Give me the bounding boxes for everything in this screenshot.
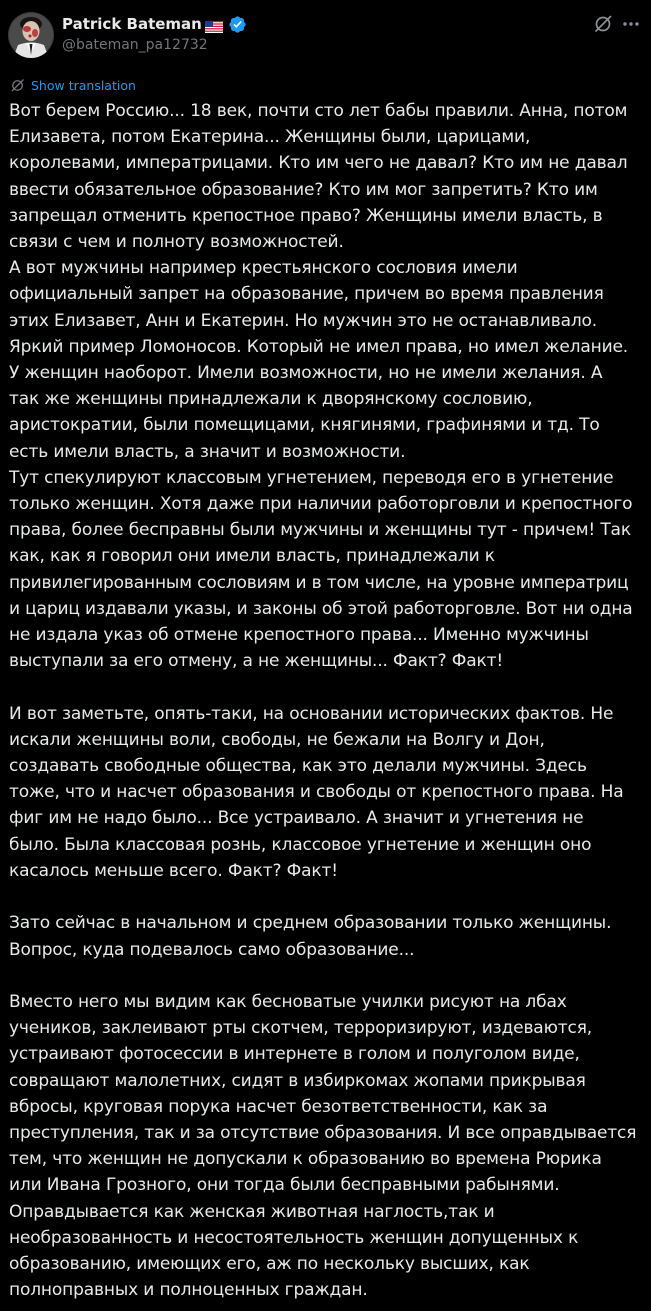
- more-horizontal-icon[interactable]: [621, 14, 641, 34]
- translation-row: [10, 76, 136, 94]
- us-flag-icon: [205, 18, 223, 30]
- name-row: [62, 13, 247, 35]
- avatar[interactable]: [8, 12, 54, 58]
- verified-badge-icon[interactable]: [228, 15, 247, 34]
- show-translation-link[interactable]: Show translation: [31, 77, 136, 93]
- translate-icon: [10, 78, 25, 93]
- author-handle[interactable]: @bateman_pa12732: [62, 37, 208, 53]
- post-text: Вот берем Россию... 18 век, почти сто лет бабы правили. Анна, потом Елизавета, потом Екатерина... Женщины были, царицами, королевами, императрицами. Кто им чего не давал? Кто им не давал ввести обязательное образование? Кто им мог запретить? Кто им запрещал отменить крепостное право? Женщины имели власть, в связи с чем и полноту возможностей. А вот мужчины например крестьянского сословия имели официальный запрет на образование, причем во время правления этих Елизавет, Анн и Екатерин. Но мужчин это не останавливало. Яркий пример Ломоносов. Который не имел права, но имел желание. У женщин наоборот. Имели возможности, но не имели желания. А так же женщины принадлежали к дворянскому сословию, аристократии, были помещицами, княгинями, графинями и тд. То есть имели власть, а значит и возможности. Тут спекулируют классовым угнетением, переводя его в угнетение только женщин. Хотя даже при наличии работорговли и крепостного права, более бесправны были мужчины и женщины тут - причем! Так как, как я говорил они имели власть, принадлежали к привилегированным сословиям и в том числе, на уровне императриц и цариц издавали указы, и законы об этой работорговле. Вот ни одна не издала указ об отмене крепостного права... Именно мужчины выступали за его отмену, а не женщины... Факт? Факт! И вот заметьте, опять-таки, на основании исторических фактов. Не искали женщины воли, свободы, не бежали на Волгу и Дон, создавать свободные общества, как это делали мужчины. Здесь тоже, что и насчет образования и свободы от крепостного права. На фиг им не надо было... Все устраивало. А значит и угнетения не было. Была классовая рознь, классовое угнетение и женщин оно касалось меньше всего. Факт? Факт! Зато сейчас в начальном и среднем образовании только женщины. Вопрос, куда подевалось само образование... Вместо него мы видим как бесноватые училки рисуют на лбах учеников, заклеивают рты скотчем, терроризируют, издеваются, устраивают фотосессии в интернете в голом и полуголом виде, совращают малолетних, сидят в избиркомах жопами прикрывая вбросы, круговая порука насчет безответственности, как за преступления, так и за отсутствие образования. И все оправдывается тем, что женщин не допускали к образованию во времена Рюрика или Ивана Грозного, они тогда были бесправными рабынями. Оправдывается как женская животная наглость,так и необразованность и несостоятельность женщин допущенных к образованию, имеющих его, аж по нескольку высших, как полноправных и полноценных граждан.: [9, 101, 637, 1301]
- post-header: [8, 10, 643, 60]
- author-display-name[interactable]: Patrick Bateman: [62, 15, 202, 33]
- grok-icon[interactable]: [593, 14, 613, 34]
